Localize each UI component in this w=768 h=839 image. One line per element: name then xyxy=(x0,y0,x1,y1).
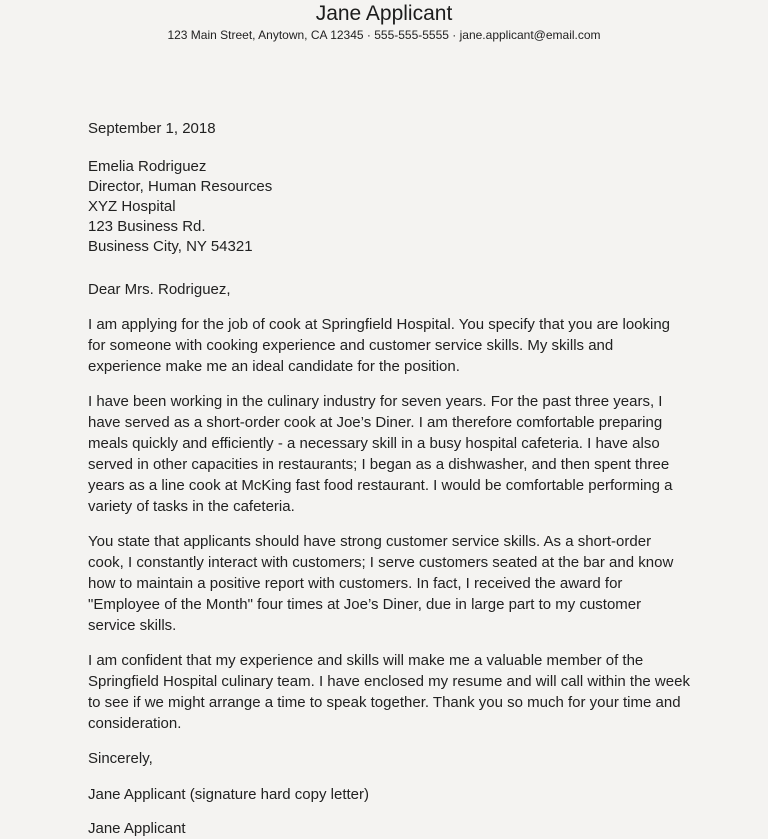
body-paragraph-1: I am applying for the job of cook at Springfield Hospital. You specify that you are looking for someone with cooking experience and customer service skills. My skills and experience make me an ideal candidate for the position. xyxy=(88,316,671,375)
letter-body xyxy=(88,118,690,839)
closing: Sincerely, xyxy=(88,750,153,767)
body-paragraph-4: I am confident that my experience and skills will make me a valuable member of the Springfield Hospital culinary team. I have enclosed my resume and will call within the week to see if we might arrange a time to speak together. Thank you so much for your time and consideration. xyxy=(88,652,690,732)
typed-name: Jane Applicant xyxy=(88,820,186,837)
date-line: September 1, 2018 xyxy=(88,120,216,137)
body-paragraph-2: I have been working in the culinary industry for seven years. For the past three years, I have served as a short-order cook at Joe’s Diner. I am therefore comfortable preparing meals quickly and efficiently - a necessary skill in a busy hospital cafeteria. I have also served in other capacities in restaurants; I began as a dishwasher, and then spent three years as a line cook at McKing fast food restaurant. I would be comfortable performing a variety of tasks in the cafeteria. xyxy=(88,393,673,515)
recipient-block xyxy=(88,157,690,257)
signature-annotation: Jane Applicant (signature hard copy letter) xyxy=(88,786,369,803)
recipient-company: XYZ Hospital xyxy=(88,198,176,215)
letterhead-contact: 123 Main Street, Anytown, CA 12345 · 555-555-5555 · jane.applicant@email.com xyxy=(167,28,601,42)
recipient-name: Emelia Rodriguez xyxy=(88,158,207,175)
recipient-street: 123 Business Rd. xyxy=(88,218,206,235)
body-paragraph-3: You state that applicants should have strong customer service skills. As a short-order cook, I constantly interact with customers; I serve customers seated at the bar and know how to maintain a positive report with customers. In fact, I received the award for "Employee of the Month" four times at Joe’s Diner, due in large part to my customer service skills. xyxy=(88,533,674,634)
recipient-city: Business City, NY 54321 xyxy=(88,238,253,255)
recipient-title: Director, Human Resources xyxy=(88,178,273,195)
salutation: Dear Mrs. Rodriguez, xyxy=(88,281,231,298)
letterhead xyxy=(0,0,768,42)
letterhead-name: Jane Applicant xyxy=(315,2,453,25)
